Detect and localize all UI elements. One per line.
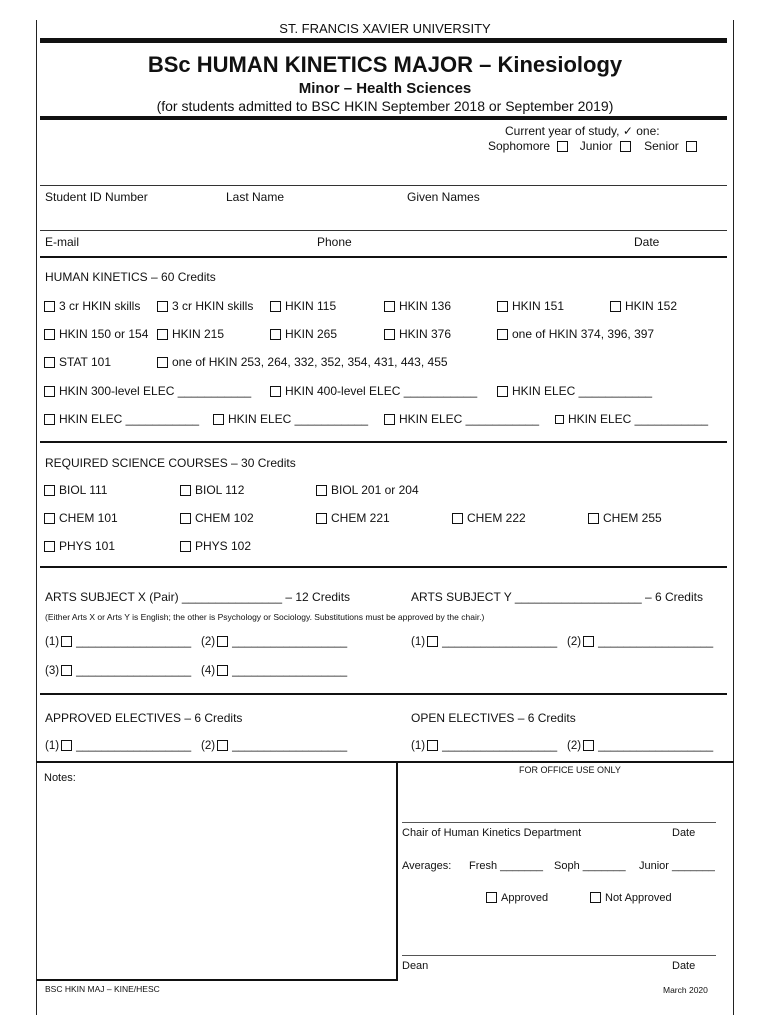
checkbox[interactable] [497, 386, 508, 397]
checkbox[interactable] [316, 485, 327, 496]
senior-checkbox[interactable] [686, 141, 697, 152]
checkbox[interactable] [44, 301, 55, 312]
checkbox[interactable] [427, 636, 438, 647]
checkbox[interactable] [44, 386, 55, 397]
soph-average[interactable]: Soph _______ [554, 860, 626, 872]
last-name-label: Last Name [226, 190, 285, 204]
science-course[interactable]: PHYS 101 [44, 539, 115, 553]
date-label: Date [634, 235, 660, 249]
rule-electives [40, 693, 727, 695]
hkin-elective[interactable]: HKIN ELEC ___________ [44, 412, 199, 426]
checkbox[interactable] [217, 636, 228, 647]
arts-x-course-1[interactable]: (1) __________________ [45, 636, 192, 648]
checkbox[interactable] [61, 740, 72, 751]
admission-note: (for students admitted to BSC HKIN September 2018 or September 2019) [156, 98, 614, 114]
form-code: BSC HKIN MAJ – KINE/HESC [45, 984, 160, 994]
hkin-course[interactable]: HKIN 215 [157, 327, 224, 341]
checkbox[interactable] [44, 541, 55, 552]
checkbox[interactable] [583, 740, 594, 751]
page-title: BSc HUMAN KINETICS MAJOR – Kinesiology [147, 52, 623, 77]
rule-arts [40, 566, 727, 568]
approved-electives-heading: APPROVED ELECTIVES – 6 Credits [45, 711, 243, 725]
hkin-course[interactable]: HKIN 115 [270, 299, 336, 313]
rule-student-info [40, 185, 727, 186]
student-id-label: Student ID Number [45, 190, 148, 204]
hkin-course[interactable]: HKIN 151 [497, 299, 564, 313]
science-course[interactable]: CHEM 255 [588, 511, 662, 525]
open-elective-1[interactable]: (1) __________________ [411, 740, 558, 752]
dean-date-label: Date [672, 960, 696, 972]
junior-average[interactable]: Junior _______ [639, 860, 715, 872]
science-course[interactable]: BIOL 112 [180, 483, 244, 497]
arts-x-course-3[interactable]: (3) __________________ [45, 665, 192, 677]
hkin-course[interactable]: HKIN 376 [384, 327, 451, 341]
checkbox[interactable] [44, 329, 55, 340]
senior-label: Senior [644, 139, 679, 153]
hkin-course[interactable]: one of HKIN 253, 264, 332, 352, 354, 431, 443, 455 [157, 355, 448, 369]
checkbox[interactable] [384, 414, 395, 425]
checkbox[interactable] [583, 636, 594, 647]
chair-signature-line[interactable] [402, 822, 716, 823]
checkbox[interactable] [217, 740, 228, 751]
hkin-course[interactable]: STAT 101 [44, 355, 111, 369]
checkbox[interactable] [497, 329, 508, 340]
checkbox[interactable] [555, 415, 564, 424]
given-names-label: Given Names [407, 190, 480, 204]
junior-label: Junior [579, 139, 613, 153]
hkin-elective[interactable]: HKIN 300-level ELEC ___________ [44, 384, 251, 398]
checkbox[interactable] [384, 301, 395, 312]
checkbox[interactable] [497, 301, 508, 312]
checkbox[interactable] [157, 357, 168, 368]
checkbox[interactable] [384, 329, 395, 340]
university-name: ST. FRANCIS XAVIER UNIVERSITY [279, 21, 491, 36]
notes-bottom-rule [36, 979, 398, 981]
science-course[interactable]: BIOL 111 [44, 483, 107, 497]
arts-y-course-2[interactable]: (2) __________________ [567, 636, 714, 648]
box-divider [396, 762, 398, 980]
hkin-course[interactable]: HKIN 136 [384, 299, 451, 313]
fresh-average[interactable]: Fresh _______ [469, 860, 543, 872]
not-approved-checkbox[interactable] [590, 892, 601, 903]
checkbox[interactable] [44, 357, 55, 368]
checkbox[interactable] [180, 541, 191, 552]
approved-checkbox[interactable] [486, 892, 497, 903]
rule-bottom-boxes [36, 761, 734, 763]
checkbox[interactable] [44, 485, 55, 496]
hkin-course[interactable]: 3 cr HKIN skills [157, 299, 253, 313]
checkbox[interactable] [44, 513, 55, 524]
hkin-course[interactable]: 3 cr HKIN skills [44, 299, 140, 313]
hkin-course[interactable]: HKIN 150 or 154 [44, 327, 148, 341]
dean-label: Dean [402, 960, 429, 972]
open-electives-heading: OPEN ELECTIVES – 6 Credits [411, 711, 576, 725]
science-course[interactable]: CHEM 222 [452, 511, 526, 525]
arts-note: (Either Arts X or Arts Y is English; the other is Psychology or Sociology. Substitutions must be approved by the chair.) [45, 612, 485, 622]
hkin-course[interactable]: HKIN 265 [270, 327, 337, 341]
hkin-course[interactable]: HKIN 152 [610, 299, 677, 313]
hkin-elective[interactable]: HKIN ELEC ___________ [384, 412, 539, 426]
checkbox[interactable] [610, 301, 621, 312]
rule-contact [40, 230, 727, 231]
checkbox[interactable] [157, 329, 168, 340]
checkbox[interactable] [427, 740, 438, 751]
phone-label: Phone [317, 235, 352, 249]
checkbox[interactable] [157, 301, 168, 312]
hkin-elective[interactable]: HKIN 400-level ELEC ___________ [270, 384, 477, 398]
hkin-elective[interactable]: HKIN ELEC ___________ [213, 412, 368, 426]
chair-label: Chair of Human Kinetics Department [402, 827, 582, 839]
checkbox[interactable] [61, 636, 72, 647]
hkin-elective[interactable]: HKIN ELEC ___________ [555, 412, 708, 426]
science-heading: REQUIRED SCIENCE COURSES – 30 Credits [45, 456, 296, 470]
header-rule [40, 38, 727, 43]
page-left-border [36, 20, 37, 1015]
approved-elective-2[interactable]: (2) __________________ [201, 740, 348, 752]
arts-x-course-4[interactable]: (4) __________________ [201, 665, 348, 677]
hkin-course[interactable]: one of HKIN 374, 396, 397 [497, 327, 654, 341]
approved-elective-1[interactable]: (1) __________________ [45, 740, 192, 752]
notes-label: Notes: [44, 772, 76, 784]
approved-option[interactable]: Approved [486, 892, 548, 904]
rule-science [40, 441, 727, 443]
arts-x-course-2[interactable]: (2) __________________ [201, 636, 348, 648]
checkbox[interactable] [270, 329, 281, 340]
arts-x-heading: ARTS SUBJECT X (Pair) _______________ – 12 Credits [45, 590, 351, 604]
page-right-border [733, 20, 734, 1015]
checkbox[interactable] [180, 513, 191, 524]
checkbox[interactable] [270, 386, 281, 397]
dean-signature-line[interactable] [402, 955, 716, 956]
checkbox[interactable] [213, 414, 224, 425]
science-course[interactable]: PHYS 102 [180, 539, 251, 553]
checkbox[interactable] [270, 301, 281, 312]
hkin-heading: HUMAN KINETICS – 60 Credits [45, 270, 216, 284]
revision-date: March 2020 [663, 985, 708, 995]
email-label: E-mail [45, 235, 80, 249]
science-course[interactable]: CHEM 101 [44, 511, 118, 525]
science-course[interactable]: CHEM 102 [180, 511, 254, 525]
science-course[interactable]: BIOL 201 or 204 [316, 483, 419, 497]
checkbox[interactable] [61, 665, 72, 676]
title-rule [40, 116, 727, 120]
arts-y-heading: ARTS SUBJECT Y ___________________ – 6 Credits [411, 590, 703, 604]
not-approved-option[interactable]: Not Approved [590, 892, 672, 904]
checkbox[interactable] [316, 513, 327, 524]
open-elective-2[interactable]: (2) __________________ [567, 740, 714, 752]
minor-subtitle: Minor – Health Sciences [298, 80, 472, 97]
checkbox[interactable] [44, 414, 55, 425]
rule-hkin [40, 256, 727, 258]
checkbox[interactable] [452, 513, 463, 524]
hkin-elective[interactable]: HKIN ELEC ___________ [497, 384, 652, 398]
checkbox[interactable] [588, 513, 599, 524]
checkbox[interactable] [217, 665, 228, 676]
averages-label: Averages: [402, 860, 452, 872]
year-prompt: Current year of study, ✓ one: [505, 124, 660, 138]
sophomore-checkbox[interactable] [557, 141, 568, 152]
junior-checkbox[interactable] [620, 141, 631, 152]
chair-date-label: Date [672, 827, 696, 839]
sophomore-label: Sophomore [488, 139, 551, 153]
science-course[interactable]: CHEM 221 [316, 511, 390, 525]
office-use-label: FOR OFFICE USE ONLY [519, 765, 621, 775]
checkbox[interactable] [180, 485, 191, 496]
arts-y-course-1[interactable]: (1) __________________ [411, 636, 558, 648]
year-options [488, 139, 701, 153]
